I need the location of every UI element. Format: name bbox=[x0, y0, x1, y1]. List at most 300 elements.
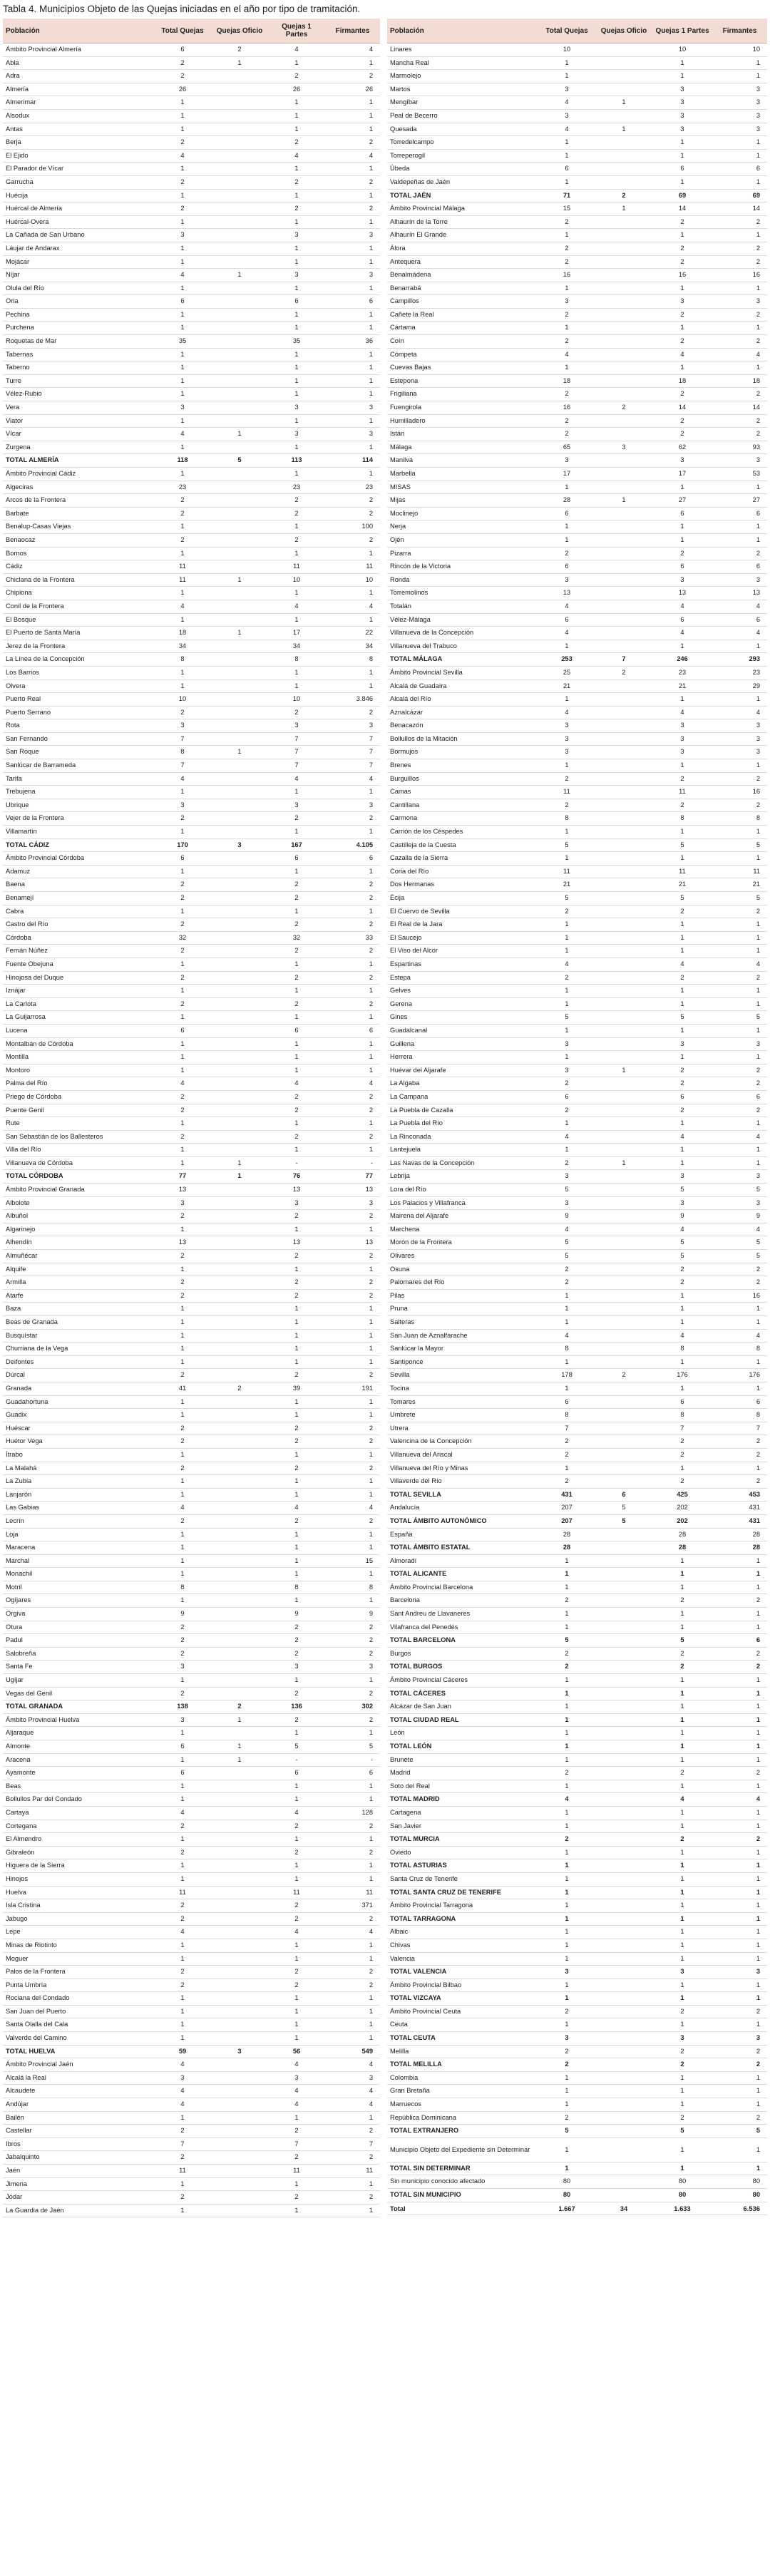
table-row bbox=[387, 1382, 767, 1395]
cell-poblacion: Olvera bbox=[3, 679, 154, 693]
cell-quejas-oficio bbox=[595, 878, 652, 892]
cell-quejas-oficio bbox=[211, 613, 268, 627]
cell-poblacion: Villaverde del Río bbox=[387, 1475, 538, 1489]
cell-total-quejas: 1 bbox=[538, 1727, 595, 1740]
cell-total-quejas: 1 bbox=[538, 1462, 595, 1475]
header-total-quejas: Total Quejas bbox=[538, 19, 595, 43]
cell-quejas-oficio bbox=[211, 2111, 268, 2125]
table-row bbox=[3, 1899, 380, 1913]
table-total-row bbox=[387, 2058, 767, 2072]
cell-total-quejas: 1 bbox=[538, 1621, 595, 1634]
cell-total-quejas: 1 bbox=[538, 1117, 595, 1131]
cell-quejas-oficio bbox=[595, 1435, 652, 1449]
cell-total-quejas: 1 bbox=[538, 1872, 595, 1886]
cell-quejas-partes: 1 bbox=[652, 1289, 712, 1303]
cell-poblacion: TOTAL VALENCIA bbox=[387, 1966, 538, 1979]
cell-firmantes: 1 bbox=[325, 361, 380, 375]
cell-total-quejas: 3 bbox=[538, 1196, 595, 1210]
cell-quejas-oficio bbox=[211, 1568, 268, 1581]
cell-poblacion: Ámbito Provincial Ceuta bbox=[387, 2005, 538, 2018]
cell-quejas-oficio bbox=[595, 759, 652, 773]
cell-quejas-oficio bbox=[595, 1833, 652, 1847]
cell-quejas-oficio bbox=[595, 149, 652, 163]
cell-quejas-oficio bbox=[595, 2058, 652, 2072]
cell-firmantes: 2 bbox=[325, 1713, 380, 1727]
cell-total-quejas: 1 bbox=[538, 1303, 595, 1316]
table-row bbox=[3, 732, 380, 746]
cell-poblacion: Peal de Becerro bbox=[387, 109, 538, 123]
cell-quejas-partes: 1 bbox=[652, 1382, 712, 1395]
cell-total-quejas: 2 bbox=[538, 772, 595, 786]
cell-quejas-oficio bbox=[211, 202, 268, 216]
cell-firmantes: 69 bbox=[712, 189, 767, 202]
table-row bbox=[3, 985, 380, 998]
cell-quejas-partes: 2 bbox=[652, 772, 712, 786]
cell-total-quejas: 1 bbox=[154, 441, 211, 454]
cell-quejas-oficio bbox=[595, 1674, 652, 1688]
cell-firmantes: 15 bbox=[325, 1554, 380, 1568]
cell-poblacion: Hinojos bbox=[3, 1872, 154, 1886]
cell-firmantes: 1 bbox=[712, 361, 767, 375]
cell-quejas-partes: 4 bbox=[652, 1793, 712, 1807]
cell-quejas-oficio bbox=[211, 1355, 268, 1369]
table-row bbox=[387, 1316, 767, 1330]
cell-firmantes: 3 bbox=[712, 573, 767, 587]
cell-total-quejas: 1 bbox=[154, 1952, 211, 1966]
cell-quejas-oficio bbox=[595, 985, 652, 998]
cell-quejas-partes: 35 bbox=[268, 335, 325, 349]
cell-quejas-oficio bbox=[211, 2204, 268, 2217]
cell-total-quejas: 8 bbox=[154, 1581, 211, 1594]
table-row bbox=[3, 1780, 380, 1793]
cell-quejas-partes: 2 bbox=[268, 1899, 325, 1913]
cell-quejas-partes: 23 bbox=[652, 666, 712, 679]
table-row bbox=[387, 1037, 767, 1051]
table-row bbox=[3, 441, 380, 454]
cell-total-quejas: 2 bbox=[538, 2058, 595, 2072]
cell-quejas-oficio bbox=[595, 786, 652, 799]
cell-quejas-oficio: 34 bbox=[595, 2202, 652, 2215]
cell-poblacion: Ámbito Provincial Huelva bbox=[3, 1713, 154, 1727]
cell-quejas-oficio bbox=[595, 1979, 652, 1992]
cell-poblacion: Olula del Río bbox=[3, 282, 154, 295]
table-row bbox=[3, 2032, 380, 2046]
cell-firmantes: 8 bbox=[325, 653, 380, 667]
cell-total-quejas: 2 bbox=[154, 1634, 211, 1648]
cell-quejas-partes: 1 bbox=[268, 985, 325, 998]
cell-total-quejas: 1 bbox=[538, 2098, 595, 2112]
cell-total-quejas: 3 bbox=[154, 799, 211, 812]
table-row bbox=[387, 1343, 767, 1356]
cell-total-quejas: 4 bbox=[538, 96, 595, 110]
table-row bbox=[3, 653, 380, 667]
cell-poblacion: Vegas del Genil bbox=[3, 1687, 154, 1700]
cell-quejas-oficio bbox=[211, 1634, 268, 1648]
cell-total-quejas: 1 bbox=[538, 640, 595, 653]
cell-quejas-oficio bbox=[211, 1475, 268, 1489]
cell-poblacion: Andújar bbox=[3, 2098, 154, 2112]
cell-quejas-partes: 1 bbox=[652, 56, 712, 70]
cell-poblacion: El Ejido bbox=[3, 149, 154, 163]
cell-quejas-oficio bbox=[211, 1979, 268, 1992]
cell-quejas-oficio bbox=[211, 1661, 268, 1674]
cell-total-quejas: 1 bbox=[154, 255, 211, 269]
cell-quejas-oficio bbox=[595, 1343, 652, 1356]
table-row bbox=[3, 374, 380, 388]
cell-total-quejas: 4 bbox=[538, 1329, 595, 1343]
cell-firmantes: 1 bbox=[712, 826, 767, 839]
cell-firmantes: 1 bbox=[712, 56, 767, 70]
cell-poblacion: TOTAL MADRID bbox=[387, 1793, 538, 1807]
cell-quejas-oficio bbox=[595, 865, 652, 878]
cell-quejas-oficio bbox=[595, 1077, 652, 1091]
cell-poblacion: Rociana del Condado bbox=[3, 1992, 154, 2006]
cell-quejas-partes: 1 bbox=[268, 587, 325, 600]
table-row bbox=[3, 1184, 380, 1197]
cell-poblacion: Morón de la Frontera bbox=[387, 1236, 538, 1250]
cell-firmantes: 1 bbox=[712, 1382, 767, 1395]
cell-quejas-oficio bbox=[211, 335, 268, 349]
cell-quejas-oficio bbox=[211, 1250, 268, 1263]
table-row bbox=[387, 1594, 767, 1608]
cell-quejas-oficio bbox=[595, 1859, 652, 1873]
cell-quejas-oficio: 1 bbox=[211, 1753, 268, 1767]
table-total-row bbox=[387, 2202, 767, 2215]
cell-firmantes: 431 bbox=[712, 1514, 767, 1528]
table-row bbox=[3, 242, 380, 255]
cell-quejas-partes: 2 bbox=[268, 1250, 325, 1263]
cell-quejas-partes: 2 bbox=[652, 1448, 712, 1462]
table-row bbox=[3, 2018, 380, 2032]
cell-quejas-oficio bbox=[211, 1395, 268, 1409]
cell-firmantes: 3 bbox=[712, 1196, 767, 1210]
cell-quejas-partes: 2 bbox=[268, 1687, 325, 1700]
cell-poblacion: Ubrique bbox=[3, 799, 154, 812]
table-row bbox=[387, 83, 767, 96]
cell-total-quejas: 2 bbox=[154, 56, 211, 70]
cell-total-quejas: 207 bbox=[538, 1502, 595, 1515]
cell-quejas-oficio bbox=[595, 573, 652, 587]
cell-quejas-partes: 1 bbox=[652, 759, 712, 773]
table-row bbox=[387, 255, 767, 269]
cell-firmantes: 1 bbox=[712, 1316, 767, 1330]
cell-firmantes: 3.846 bbox=[325, 693, 380, 707]
cell-quejas-partes: 1 bbox=[652, 1727, 712, 1740]
cell-quejas-oficio bbox=[595, 1912, 652, 1926]
cell-firmantes: 11 bbox=[325, 1886, 380, 1899]
table-row bbox=[387, 1674, 767, 1688]
cell-quejas-partes: 6 bbox=[652, 613, 712, 627]
cell-poblacion: Cabra bbox=[3, 905, 154, 918]
cell-quejas-partes: 2 bbox=[652, 799, 712, 812]
cell-total-quejas: 4 bbox=[154, 149, 211, 163]
cell-total-quejas: 1 bbox=[154, 1144, 211, 1157]
cell-total-quejas: 28 bbox=[538, 1541, 595, 1555]
cell-quejas-partes: 2 bbox=[268, 1912, 325, 1926]
table-row bbox=[3, 149, 380, 163]
cell-quejas-partes: 1 bbox=[652, 985, 712, 998]
cell-firmantes: 1 bbox=[325, 255, 380, 269]
cell-poblacion: Las Navas de la Concepción bbox=[387, 1156, 538, 1170]
cell-poblacion: Tomares bbox=[387, 1395, 538, 1409]
cell-firmantes: 29 bbox=[712, 679, 767, 693]
cell-quejas-oficio bbox=[211, 1594, 268, 1608]
cell-poblacion: Alsodux bbox=[3, 109, 154, 123]
cell-total-quejas: 170 bbox=[154, 838, 211, 852]
table-row bbox=[387, 640, 767, 653]
cell-firmantes: 1 bbox=[325, 985, 380, 998]
cell-quejas-partes: 6 bbox=[652, 560, 712, 574]
table-row bbox=[3, 348, 380, 361]
cell-firmantes: 1 bbox=[712, 1581, 767, 1594]
cell-quejas-oficio bbox=[211, 1859, 268, 1873]
table-row bbox=[387, 1939, 767, 1952]
cell-quejas-partes: 3 bbox=[268, 1196, 325, 1210]
cell-firmantes: 1 bbox=[712, 1846, 767, 1859]
cell-firmantes: 1 bbox=[325, 1833, 380, 1847]
cell-total-quejas: 3 bbox=[538, 746, 595, 759]
cell-poblacion: Alcaudete bbox=[3, 2085, 154, 2098]
cell-quejas-partes: 1 bbox=[652, 1568, 712, 1581]
cell-quejas-oficio bbox=[595, 507, 652, 520]
cell-firmantes: 100 bbox=[325, 520, 380, 534]
cell-firmantes: 2 bbox=[712, 1104, 767, 1117]
cell-quejas-oficio bbox=[595, 1939, 652, 1952]
table-row bbox=[387, 985, 767, 998]
cell-quejas-oficio bbox=[211, 1886, 268, 1899]
cell-total-quejas: 2 bbox=[154, 1435, 211, 1449]
cell-total-quejas: 9 bbox=[538, 1210, 595, 1223]
cell-total-quejas: 4 bbox=[154, 428, 211, 441]
table-row bbox=[3, 958, 380, 971]
cell-quejas-oficio bbox=[211, 706, 268, 719]
cell-poblacion: Busquístar bbox=[3, 1329, 154, 1343]
table-row bbox=[387, 1727, 767, 1740]
table-row bbox=[387, 2175, 767, 2189]
cell-poblacion: Campillos bbox=[387, 295, 538, 309]
cell-quejas-oficio bbox=[211, 189, 268, 202]
table-row bbox=[387, 533, 767, 547]
cell-total-quejas: 1 bbox=[154, 322, 211, 335]
table-row bbox=[3, 2165, 380, 2178]
cell-firmantes: 11 bbox=[712, 865, 767, 878]
table-row bbox=[3, 613, 380, 627]
cell-total-quejas: 1 bbox=[154, 109, 211, 123]
cell-firmantes: 1 bbox=[325, 1448, 380, 1462]
cell-poblacion: Gibraleón bbox=[3, 1846, 154, 1859]
cell-firmantes: 1 bbox=[712, 2162, 767, 2175]
cell-quejas-partes: 1 bbox=[652, 2071, 712, 2085]
cell-quejas-oficio bbox=[211, 1037, 268, 1051]
cell-poblacion: Valverde del Camino bbox=[3, 2032, 154, 2046]
cell-quejas-partes: 8 bbox=[652, 1343, 712, 1356]
cell-poblacion: Abla bbox=[3, 56, 154, 70]
cell-total-quejas: 1 bbox=[538, 1355, 595, 1369]
cell-quejas-oficio bbox=[211, 494, 268, 508]
cell-total-quejas: 6 bbox=[154, 1767, 211, 1780]
cell-quejas-oficio bbox=[211, 971, 268, 985]
cell-poblacion: Turre bbox=[3, 374, 154, 388]
cell-total-quejas: 2 bbox=[154, 971, 211, 985]
cell-poblacion: TOTAL MELILLA bbox=[387, 2058, 538, 2072]
cell-total-quejas: 77 bbox=[154, 1170, 211, 1184]
cell-quejas-partes: 1 bbox=[268, 1952, 325, 1966]
cell-quejas-partes: 1 bbox=[268, 1223, 325, 1236]
table-row bbox=[3, 812, 380, 826]
cell-quejas-oficio bbox=[211, 388, 268, 401]
cell-firmantes: 2 bbox=[325, 2191, 380, 2205]
cell-total-quejas: 1 bbox=[154, 282, 211, 295]
table-row bbox=[387, 374, 767, 388]
cell-firmantes: 2 bbox=[712, 1833, 767, 1847]
cell-total-quejas: 2 bbox=[538, 414, 595, 428]
cell-quejas-oficio bbox=[595, 1289, 652, 1303]
cell-firmantes: 1 bbox=[712, 520, 767, 534]
cell-total-quejas: 13 bbox=[538, 587, 595, 600]
cell-total-quejas: 1 bbox=[538, 1886, 595, 1899]
cell-quejas-partes: 1 bbox=[652, 1355, 712, 1369]
table-row bbox=[387, 786, 767, 799]
cell-quejas-partes: 1 bbox=[268, 1037, 325, 1051]
cell-quejas-partes: 1 bbox=[652, 229, 712, 242]
cell-quejas-partes: 27 bbox=[652, 494, 712, 508]
cell-total-quejas: 1 bbox=[154, 1263, 211, 1276]
cell-firmantes: 14 bbox=[712, 401, 767, 415]
cell-poblacion: Sanlúcar la Mayor bbox=[387, 1343, 538, 1356]
cell-poblacion: Guadix bbox=[3, 1409, 154, 1422]
table-row bbox=[3, 1448, 380, 1462]
cell-quejas-oficio bbox=[595, 1634, 652, 1648]
cell-quejas-partes: 7 bbox=[268, 732, 325, 746]
cell-poblacion: Jódar bbox=[3, 2191, 154, 2205]
cell-total-quejas: 2 bbox=[154, 1422, 211, 1435]
header-quejas-oficio: Quejas Oficio bbox=[211, 19, 268, 43]
table-row bbox=[3, 1090, 380, 1104]
cell-poblacion: Cádiz bbox=[3, 560, 154, 574]
table-row bbox=[387, 282, 767, 295]
cell-quejas-partes: 2 bbox=[268, 1289, 325, 1303]
cell-firmantes: 1 bbox=[712, 931, 767, 945]
cell-poblacion: Utrera bbox=[387, 1422, 538, 1435]
cell-firmantes: 11 bbox=[325, 2165, 380, 2178]
cell-poblacion: Ámbito Provincial Córdoba bbox=[3, 852, 154, 866]
table-row bbox=[3, 1647, 380, 1661]
table-row bbox=[387, 1263, 767, 1276]
cell-poblacion: Estepa bbox=[387, 971, 538, 985]
table-row bbox=[3, 1223, 380, 1236]
cell-quejas-partes: 1 bbox=[652, 852, 712, 866]
cell-total-quejas: 1 bbox=[154, 1939, 211, 1952]
cell-quejas-oficio bbox=[595, 1011, 652, 1025]
cell-quejas-partes: 1 bbox=[268, 1329, 325, 1343]
table-row bbox=[387, 507, 767, 520]
cell-quejas-oficio bbox=[595, 1448, 652, 1462]
cell-firmantes: 2 bbox=[712, 799, 767, 812]
cell-poblacion: Jabalquinto bbox=[3, 2151, 154, 2165]
cell-firmantes: 1 bbox=[712, 1859, 767, 1873]
cell-total-quejas: 11 bbox=[154, 2165, 211, 2178]
table-row bbox=[3, 414, 380, 428]
cell-quejas-oficio bbox=[595, 1647, 652, 1661]
cell-poblacion: Punta Umbría bbox=[3, 1979, 154, 1992]
cell-quejas-oficio bbox=[595, 1250, 652, 1263]
cell-total-quejas: 2 bbox=[154, 1621, 211, 1634]
cell-quejas-partes: 13 bbox=[268, 1236, 325, 1250]
cell-quejas-oficio bbox=[595, 1263, 652, 1276]
table-row bbox=[387, 1303, 767, 1316]
cell-poblacion: España bbox=[387, 1528, 538, 1541]
table-row bbox=[387, 1024, 767, 1037]
cell-firmantes: 21 bbox=[712, 878, 767, 892]
cell-total-quejas: 3 bbox=[538, 2032, 595, 2046]
cell-quejas-partes: 1 bbox=[652, 1899, 712, 1913]
table-row bbox=[387, 43, 767, 57]
cell-poblacion: Total bbox=[387, 2202, 538, 2215]
cell-quejas-partes: 2 bbox=[268, 918, 325, 932]
table-row bbox=[387, 971, 767, 985]
cell-total-quejas: 1 bbox=[538, 1740, 595, 1754]
table-row bbox=[3, 2058, 380, 2072]
cell-total-quejas: 1 bbox=[538, 1051, 595, 1064]
cell-poblacion: Benacazón bbox=[387, 719, 538, 733]
cell-poblacion: La Campana bbox=[387, 1090, 538, 1104]
cell-poblacion: Bollullos Par del Condado bbox=[3, 1793, 154, 1807]
cell-firmantes: 2 bbox=[712, 1064, 767, 1077]
cell-quejas-partes: 1 bbox=[268, 1144, 325, 1157]
cell-quejas-partes: 1 bbox=[652, 481, 712, 494]
cell-quejas-oficio bbox=[595, 1422, 652, 1435]
table-total-row bbox=[387, 189, 767, 202]
cell-firmantes: 2 bbox=[712, 2058, 767, 2072]
table-row bbox=[387, 1011, 767, 1025]
table-row bbox=[3, 1992, 380, 2006]
cell-firmantes: 1 bbox=[712, 1952, 767, 1966]
cell-firmantes: 2 bbox=[325, 136, 380, 150]
cell-firmantes: 1 bbox=[325, 163, 380, 176]
cell-firmantes: 2 bbox=[325, 175, 380, 189]
table-row bbox=[387, 1448, 767, 1462]
cell-total-quejas: 1 bbox=[154, 1859, 211, 1873]
cell-quejas-partes: 21 bbox=[652, 679, 712, 693]
cell-poblacion: Ibros bbox=[3, 2138, 154, 2151]
cell-firmantes: 3 bbox=[325, 428, 380, 441]
cell-total-quejas: 2 bbox=[154, 2191, 211, 2205]
cell-total-quejas: 28 bbox=[538, 494, 595, 508]
cell-quejas-oficio bbox=[211, 1846, 268, 1859]
cell-quejas-partes: 2 bbox=[268, 1422, 325, 1435]
table-row bbox=[387, 2018, 767, 2032]
cell-quejas-partes: 2 bbox=[652, 1276, 712, 1290]
cell-quejas-partes: 1 bbox=[652, 1144, 712, 1157]
cell-poblacion: Fuente Obejuna bbox=[3, 958, 154, 971]
cell-total-quejas: 2 bbox=[538, 1276, 595, 1290]
cell-quejas-partes: 1 bbox=[268, 1117, 325, 1131]
cell-quejas-partes: 2 bbox=[652, 428, 712, 441]
cell-total-quejas: 1 bbox=[154, 123, 211, 136]
cell-firmantes: 1 bbox=[325, 1674, 380, 1688]
cell-quejas-oficio bbox=[595, 971, 652, 985]
cell-firmantes: 5 bbox=[325, 1740, 380, 1754]
cell-quejas-partes: 4 bbox=[268, 2098, 325, 2112]
cell-quejas-partes: 23 bbox=[268, 481, 325, 494]
cell-firmantes: 1 bbox=[325, 1992, 380, 2006]
table-row bbox=[3, 1435, 380, 1449]
cell-quejas-oficio bbox=[211, 1316, 268, 1330]
cell-quejas-partes: 1 bbox=[268, 679, 325, 693]
cell-quejas-partes: 1 bbox=[652, 149, 712, 163]
table-row bbox=[387, 865, 767, 878]
cell-quejas-partes: 3 bbox=[652, 2032, 712, 2046]
